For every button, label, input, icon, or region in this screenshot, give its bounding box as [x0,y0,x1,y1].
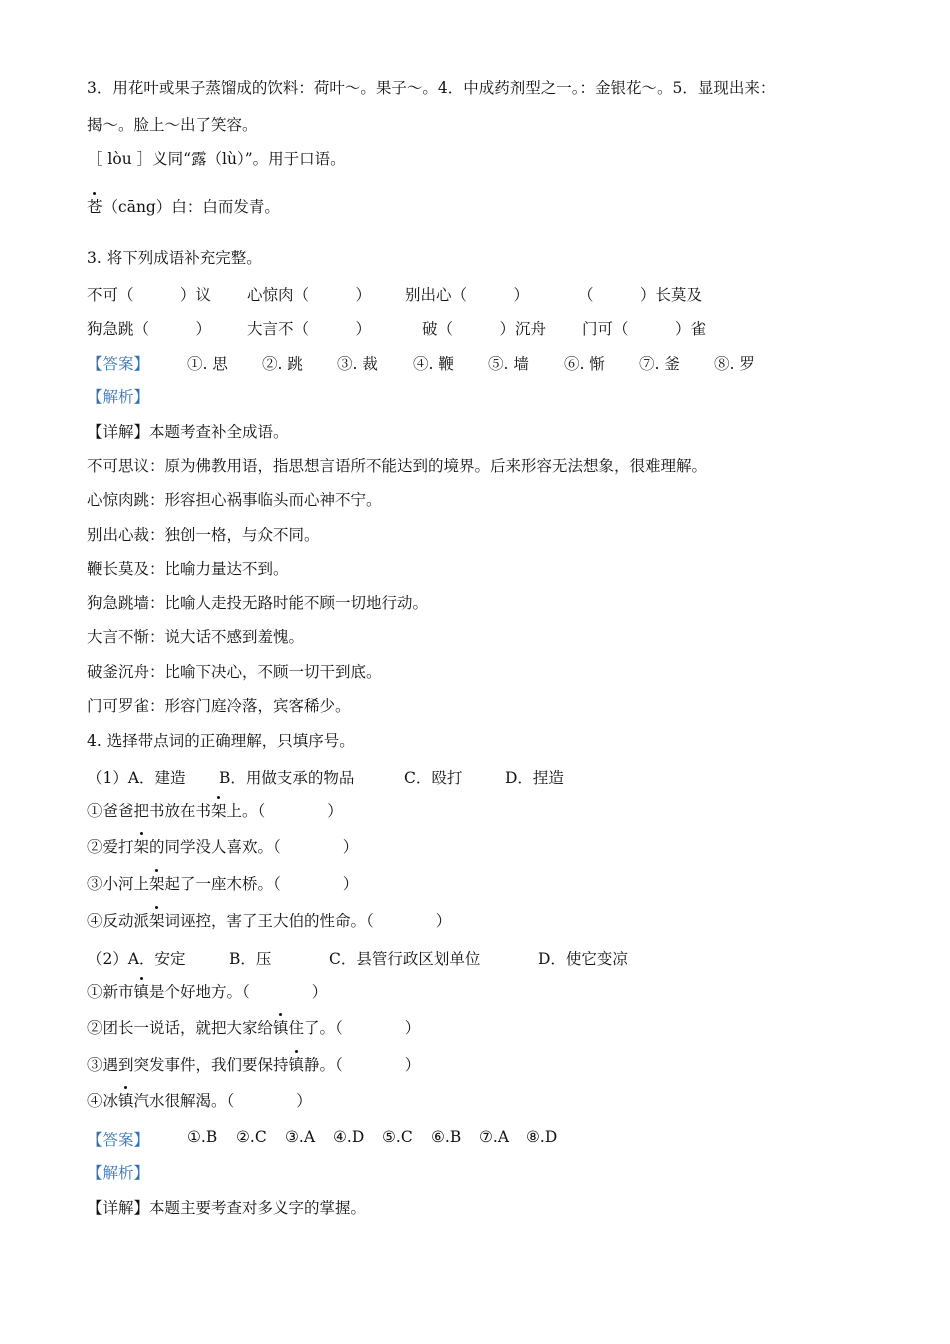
intro-line-3: ［ lòu ］义同“露（lù）”。用于口语。 [87,150,346,168]
idiom-blank: 别出心（ ） [405,286,530,304]
item-text: ④反动派 [87,912,150,930]
explanation-line: 别出心裁：独创一格，与众不同。 [87,526,320,544]
option: B．压 [229,950,272,968]
item-text: ②爱打 [87,838,134,856]
item-text: 起了一座木桥。（ ） [164,875,359,893]
answer-item: ④. 鞭 [413,355,454,373]
option: D．使它变凉 [538,950,628,968]
option: D．捏造 [505,769,564,787]
item-text: ③遇到突发事件，我们要保持 [87,1056,289,1074]
question-item [87,1018,420,1038]
dotted-character: 苍 [87,198,103,216]
dotted-character: 镇 [133,983,150,1001]
question-item [87,1091,312,1111]
option: （1）A．建造 [87,769,186,787]
explanation-line: 大言不惭：说大话不感到羞愧。 [87,628,305,646]
answer-item: ①. 思 [187,355,228,373]
dotted-character: 架 [149,875,165,893]
answer-item: ⑤. 墙 [488,355,529,373]
explanation-line: 心惊肉跳：形容担心祸事临头而心神不宁。 [87,491,382,509]
option: B．用做支承的物品 [219,769,355,787]
intro-line-1: 3．用花叶或果子蒸馏成的饮料：荷叶～。果子～。4．中成药剂型之一。：金银花～。5．显现出来： [87,79,776,97]
analysis-tag: 【解析】 [87,388,150,406]
answer-item: ⑥.B [431,1128,462,1146]
detail-line: 【详解】本题考查补全成语。 [87,423,289,441]
dotted-character: 镇 [288,1056,305,1074]
question-item [87,982,327,1002]
idiom-blank: 心惊肉（ ） [247,286,372,304]
detail-line: 【详解】本题主要考查对多义字的掌握。 [87,1199,367,1217]
answer-tag: 【答案】 [87,1131,150,1149]
dotted-character: 架 [133,838,150,856]
intro-line-2: 揭～。脸上～出了笑容。 [87,116,258,134]
question-item [87,837,358,857]
intro-line-4 [87,197,280,217]
answer-item: ⑦. 釜 [639,355,680,373]
option: C．县管行政区划单位 [329,950,481,968]
idiom-blank: （ ）长莫及 [578,286,703,304]
item-text: 汽水很解渴。（ ） [133,1092,312,1110]
item-text: ②团长一说话，就把大家给 [87,1019,274,1037]
answer-item: ③.A [285,1128,316,1146]
option: （2）A．安定 [87,950,186,968]
question-item [87,1055,420,1075]
question-item [87,911,451,931]
answer-item: ⑥. 惭 [564,355,605,373]
item-text: 词诬控，害了王大伯的性命。（ ） [164,912,452,930]
answer-tag: 【答案】 [87,355,150,373]
answer-item: ⑤.C [382,1128,413,1146]
explanation-line: 鞭长莫及：比喻力量达不到。 [87,560,289,578]
explanation-line: 不可思议：原为佛教用语，指思想言语所不能达到的境界。后来形容无法想象，很难理解。 [87,457,708,475]
answer-item: ①.B [187,1128,218,1146]
dotted-character: 镇 [273,1019,289,1037]
item-text: 是个好地方。（ ） [149,983,328,1001]
idiom-blank: 不可（ ）议 [87,286,212,304]
item-text: ③小河上 [87,875,150,893]
item-text: 的同学没人喜欢。（ ） [149,838,359,856]
explanation-line: 门可罗雀：形容门庭冷落，宾客稀少。 [87,697,351,715]
idiom-blank: 破（ ）沉舟 [422,320,547,338]
q3-title: 3. 将下列成语补充完整。 [87,249,262,267]
analysis-tag: 【解析】 [87,1164,150,1182]
explanation-line: 破釜沉舟：比喻下决心，不顾一切干到底。 [87,663,382,681]
answer-item: ②.C [236,1128,267,1146]
answer-item: ⑦.A [479,1128,510,1146]
item-text: ①爸爸把书放在书 [87,802,212,820]
idiom-blank: 狗急跳（ ） [87,320,212,338]
idiom-blank: 大言不（ ） [247,320,372,338]
item-text: 上。（ ） [226,802,343,820]
item-text: 住了。（ ） [288,1019,421,1037]
q4-title: 4. 选择带点词的正确理解，只填序号。 [87,732,355,750]
answer-item: ③. 裁 [337,355,378,373]
dotted-character: 架 [149,912,165,930]
item-text: ①新市 [87,983,134,1001]
option: C．殴打 [404,769,463,787]
intro-line-4-rest: （cāng）白：白而发青。 [102,198,280,216]
answer-item: ⑧. 罗 [714,355,755,373]
item-text: ④冰 [87,1092,119,1110]
item-text: 静。（ ） [304,1056,421,1074]
dotted-character: 架 [211,802,227,820]
idiom-blank: 门可（ ）雀 [582,320,707,338]
answer-item: ④.D [333,1128,365,1146]
question-item [87,801,343,821]
answer-item: ⑧.D [526,1128,558,1146]
dotted-character: 镇 [118,1092,134,1110]
answer-item: ②. 跳 [262,355,303,373]
explanation-line: 狗急跳墙：比喻人走投无路时能不顾一切地行动。 [87,594,429,612]
question-item [87,874,358,894]
